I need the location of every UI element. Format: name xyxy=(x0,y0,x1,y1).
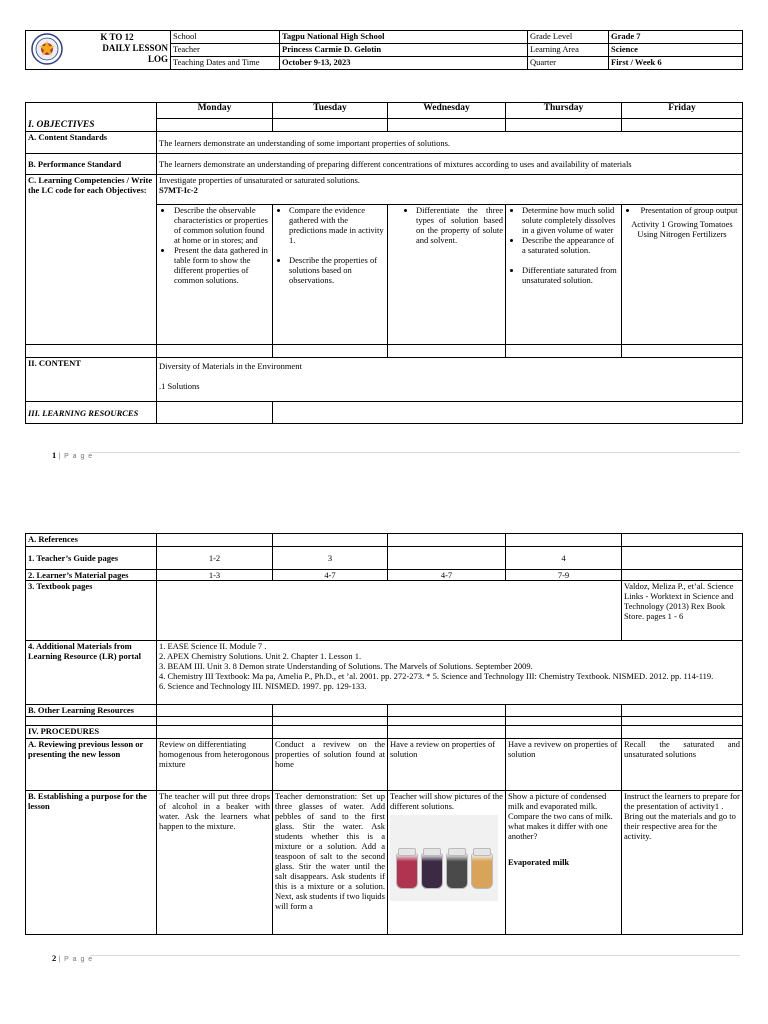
other-label: B. Other Learning Resources xyxy=(26,705,157,717)
competencies-label: C. Learning Competencies / Write the LC code for each Objectives: xyxy=(26,175,157,345)
content-label: II. CONTENT xyxy=(26,358,157,402)
am-item-1: 1. EASE Science II. Module 7 . xyxy=(159,641,267,651)
area-label: Learning Area xyxy=(528,44,609,57)
header-table xyxy=(25,30,743,70)
grade-label: Grade Level xyxy=(528,31,609,44)
teacher-label: Teacher xyxy=(171,44,280,57)
references-label: A. References xyxy=(26,534,157,547)
wed-objectives xyxy=(388,205,506,345)
am-value xyxy=(157,641,743,705)
tg-tue: 3 xyxy=(273,547,388,570)
purpose-tue: Teacher demonstration: Set up three glasses of water. Add pebbles of sand to the first glass. Stir the water. Ask students whether this is a mixture or a solution. Add a teaspoon of salt to the second glass. Stir the water until the salt disappears. Ask students if this is a mixture or a solution. Next, ask students if two liquids will form a xyxy=(273,791,388,935)
fri-objectives xyxy=(622,205,743,345)
review-wed: Have a review on properties of solution xyxy=(388,739,506,791)
title-line2: DAILY LESSON xyxy=(102,43,168,53)
review-label: A. Reviewing previous lesson or presenting the new lesson xyxy=(26,739,157,791)
day-thursday: Thursday xyxy=(506,103,622,119)
quarter-value: First / Week 6 xyxy=(609,57,743,70)
teacher-value: Princess Carmie D. Gelotin xyxy=(280,44,528,57)
page1-footer xyxy=(52,450,93,460)
lm-fri xyxy=(622,570,743,581)
performance-label: B. Performance Standard xyxy=(26,154,157,175)
objectives-table xyxy=(25,102,743,424)
tg-mon: 1-2 xyxy=(157,547,273,570)
review-fri: Recall the saturated and unsaturated solutions xyxy=(622,739,743,791)
tg-thu: 4 xyxy=(506,547,622,570)
lc-code: S7MT-Ic-2 xyxy=(159,185,198,195)
competency-text: Investigate properties of unsaturated or saturated solutions. xyxy=(159,175,360,185)
grade-value: Grade 7 xyxy=(609,31,743,44)
purpose-thu-caption: Evaporated milk xyxy=(508,857,570,867)
thu-objective-1: • Determine how much solid solute completely dissolves in a given volume of water xyxy=(522,205,619,235)
mon-objective-2: • Present the data gathered in table form to show the different properties of common solutions. xyxy=(173,245,270,285)
thu-objectives xyxy=(506,205,622,345)
content-line2: .1 Solutions xyxy=(159,381,200,391)
lm-mon: 1-3 xyxy=(157,570,273,581)
page1-number: 1 xyxy=(52,450,57,460)
review-thu: Have a revivew on properties of solution xyxy=(506,739,622,791)
area-value: Science xyxy=(609,44,743,57)
fri-objective-1: • Presentation of group output xyxy=(638,205,740,215)
solutions-photo xyxy=(390,815,498,901)
title-line3: LOG xyxy=(147,54,168,64)
header-title-cell xyxy=(26,31,171,70)
content-standards-label: A. Content Standards xyxy=(26,132,157,154)
tue-objective-1: • Compare the evidence gathered with the predictions made in activity 1. xyxy=(289,205,385,245)
jar-amber xyxy=(471,853,493,889)
lm-thu: 7-9 xyxy=(506,570,622,581)
lm-label: 2. Learner’s Material pages xyxy=(26,570,157,581)
day-wednesday: Wednesday xyxy=(388,103,506,119)
thu-objective-3: • Differentiate saturated from unsaturated solution. xyxy=(522,265,619,285)
am-item-4: 4. Chemistry III Textbook: Ma pa, Amelia P., Ph.D., et ’al. 2001. pp. 272-273. * 5. Science and Technology III: Chemistry Textbook. NISMED. 2012. pp. 114-119. xyxy=(159,671,714,681)
day-tuesday: Tuesday xyxy=(273,103,388,119)
title-line1: K TO 12 xyxy=(100,32,134,42)
page2-footer xyxy=(52,953,93,963)
procedures-label: IV. PROCEDURES xyxy=(26,726,157,739)
competency-value xyxy=(157,175,743,205)
am-item-2: 2. APEX Chemistry Solutions. Unit 2. Chapter 1. Lesson 1. xyxy=(159,651,362,661)
page1-divider xyxy=(90,452,740,453)
jar-dark xyxy=(446,853,468,889)
day-monday: Monday xyxy=(157,103,273,119)
deped-seal-icon xyxy=(31,33,63,65)
page2-number: 2 xyxy=(52,953,57,963)
tg-wed xyxy=(388,547,506,570)
dates-value: October 9-13, 2023 xyxy=(280,57,528,70)
fri-objective-2: Activity 1 Growing Tomatoes Using Nitrogen Fertilizers xyxy=(631,219,733,239)
tg-fri xyxy=(622,547,743,570)
purpose-thu xyxy=(506,791,622,935)
quarter-label: Quarter xyxy=(528,57,609,70)
resources-table xyxy=(25,533,743,935)
mon-objective-1: • Describe the observable characteristics or properties of common solution found at home or in stores; and xyxy=(173,205,270,245)
content-standards-value: The learners demonstrate an understanding of some important properties of solutions. xyxy=(157,132,743,154)
purpose-mon: The teacher will put three drops of alcohol in a beaker with water. Ask the learners what happen to the mixture. xyxy=(157,791,273,935)
thu-objective-2: • Describe the appearance of a saturated solution. xyxy=(522,235,619,255)
tue-objective-2: • Describe the properties of solutions based on observations. xyxy=(289,255,385,285)
content-value xyxy=(157,358,743,402)
purpose-wed-text: Teacher will show pictures of the different solutions. xyxy=(390,791,503,811)
purpose-thu-text: Show a picture of condensed milk and evaporated milk. Compare the two cans of milk. what makes it differ with one another? xyxy=(508,791,613,841)
tue-objectives xyxy=(273,205,388,345)
tg-label: 1. Teacher’s Guide pages xyxy=(26,547,157,570)
am-item-5: 6. Science and Technology III. NISMED. 1997. pp. 129-133. xyxy=(159,681,367,691)
review-tue: Conduct a revivew on the properties of solution found at home xyxy=(273,739,388,791)
page1-word: | P a g e xyxy=(58,453,94,460)
day-friday: Friday xyxy=(622,103,743,119)
school-label: School xyxy=(171,31,280,44)
jar-red xyxy=(396,853,418,889)
tb-label: 3. Textbook pages xyxy=(26,581,157,641)
am-item-3: 3. BEAM III. Unit 3. 8 Demon strate Understanding of Solutions. The Marvels of Solutions. September 2009. xyxy=(159,661,533,671)
review-mon: Review on differentiating homogenous from heterogonous mixture xyxy=(157,739,273,791)
purpose-wed xyxy=(388,791,506,935)
school-value: Tagpu National High School xyxy=(280,31,528,44)
resources-label: III. LEARNING RESOURCES xyxy=(26,402,157,424)
objectives-heading: I. OBJECTIVES xyxy=(26,103,157,132)
content-line1: Diversity of Materials in the Environment xyxy=(159,361,302,371)
lm-tue: 4-7 xyxy=(273,570,388,581)
tb-fri: Valdoz, Meliza P., et’al. Science Links - Worktext in Science and Technology (2013) Rex Book Store. pages 1 - 6 xyxy=(622,581,743,641)
dates-label: Teaching Dates and Time xyxy=(171,57,280,70)
am-label: 4. Additional Materials from Learning Resource (LR) portal xyxy=(26,641,157,705)
purpose-fri: Instruct the learners to prepare for the presentation of activity1 . Bring out the materials and go to their respective area for the activity. xyxy=(622,791,743,935)
mon-objectives xyxy=(157,205,273,345)
jar-purple xyxy=(421,853,443,889)
page2-divider xyxy=(90,955,740,956)
purpose-label: B. Establishing a purpose for the lesson xyxy=(26,791,157,935)
page2-word: | P a g e xyxy=(58,956,94,963)
performance-value: The learners demonstrate an understanding of preparing different concentrations of mixtures according to uses and availability of materials xyxy=(157,154,743,175)
lm-wed: 4-7 xyxy=(388,570,506,581)
wed-objective-1: • Differentiate the three types of solution based on the property of solute and solvent. xyxy=(416,205,503,245)
